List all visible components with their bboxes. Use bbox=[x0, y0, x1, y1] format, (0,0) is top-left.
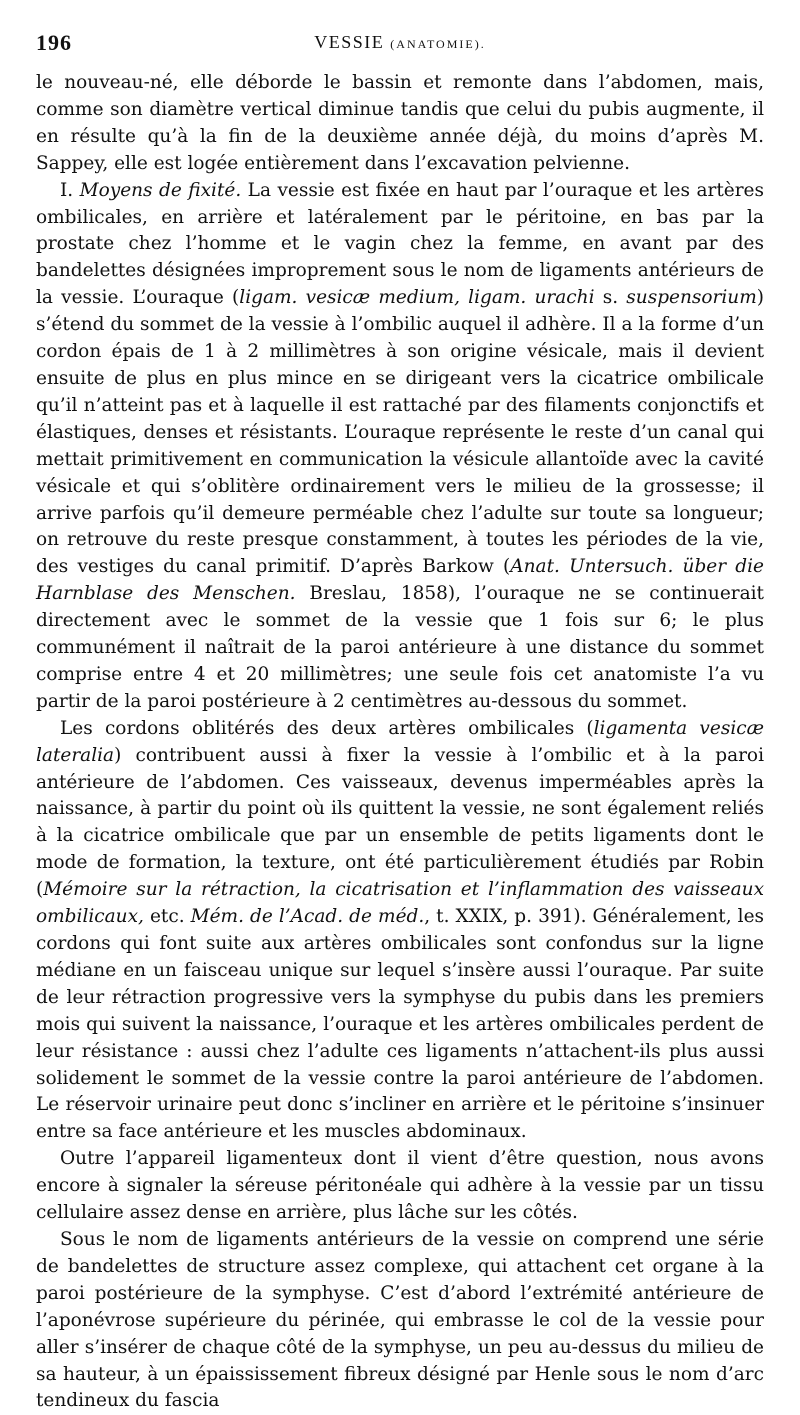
section-heading: Moyens de fixité. bbox=[79, 179, 242, 201]
running-title bbox=[36, 32, 764, 53]
page-number: 196 bbox=[36, 30, 72, 55]
running-title-main: VESSIE bbox=[314, 32, 385, 52]
paragraph-2-italic-3: Anat. Untersuch. über die Harnblase des Menschen. bbox=[36, 556, 764, 605]
paragraph-2-text-4: Breslau, 1858), l’ouraque ne se continuerait directement avec le sommet de la vessie que 1 fois sur 6; le plus communément il naîtrait de la paroi antérieure à une distance du sommet comprise entre 4 et 20 millimètres; une seule fois cet anatomiste l’a vu partir de la paroi postérieure à 2 centimètres au-dessous du sommet. bbox=[36, 583, 764, 712]
paragraph-2-text-1: La vessie est fixée en haut par l’ouraque et les artères ombilicales, en arrière et latéralement par le péritoine, en bas par la prostate chez l’homme et le vagin chez la femme, en avant par des bandelettes désignées improprement sous le nom de ligaments antérieurs de la vessie. L’ouraque ( bbox=[36, 179, 764, 309]
section-number: I. bbox=[60, 179, 80, 201]
paragraph-4: Outre l’appareil ligamenteux dont il vient d’être question, nous avons encore à signaler la séreuse péritonéale qui adhère à la vessie par un tissu cellulaire assez dense en arrière, plus lâche sur les côtés. bbox=[36, 1148, 764, 1224]
paragraph-2-italic-1: ligam. vesicæ medium, ligam. urachi bbox=[239, 287, 595, 309]
running-head bbox=[36, 30, 764, 70]
paragraph-2 bbox=[36, 178, 764, 716]
paragraph-3-italic-2: Mémoire sur la rétraction, la cicatrisation et l’inflammation des vaisseaux ombilicaux, bbox=[36, 879, 764, 928]
paragraph-3-text-4: , t. XXIX, p. 391). Généralement, les cordons qui font suite aux artères ombilicales sont confondus sur la ligne médiane en un faisceau unique sur lequel s’insère aussi l’ouraque. Par suite de leur rétraction progressive vers la symphyse du pubis dans les premiers mois qui suivent la naissance, l’ouraque et les artères ombilicales perdent de leur résistance : aussi chez l’adulte ces ligaments n’attachent-ils plus aussi solidement le sommet de la vessie contre la paroi antérieure de l’abdomen. Le réservoir urinaire peut donc s’incliner en arrière et le péritoine s’insinuer entre sa face antérieure et les muscles abdominaux. bbox=[36, 906, 765, 1143]
paragraph-3-italic-3: Mém. de l’Acad. de méd. bbox=[190, 906, 425, 928]
paragraph-1: le nouveau-né, elle déborde le bassin et remonte dans l’abdomen, mais, comme son diamètre vertical diminue tandis que celui du pubis augmente, il en résulte qu’à la fin de la deuxième année déjà, du moins d’après M. Sappey, elle est logée entièrement dans l’excavation pelvienne. bbox=[36, 72, 764, 174]
running-title-sub: (ANATOMIE). bbox=[390, 37, 486, 51]
paragraph-3-text-3: etc. bbox=[143, 906, 191, 928]
paragraph-2-text-3: ) s’étend du sommet de la vessie à l’ombilic auquel il adhère. Il a la forme d’un cordon épais de 1 à 2 millimètres à son origine vésicale, mais il devient ensuite de plus en plus mince en se dirigeant vers la cicatrice ombilicale qu’il n’atteint pas et à laquelle il est rattaché par des filaments conjonctifs et élastiques, denses et résistants. L’ouraque représente le reste d’un canal qui mettait primitivement en communication la vésicule allantoïde avec la cavité vésicale et qui s’oblitère ordinairement vers le milieu de la grossesse; il arrive parfois qu’il demeure perméable chez l’adulte sur toute sa longueur; on retrouve du reste presque constamment, à toutes les périodes de la vie, des vestiges du canal primitif. D’après Barkow ( bbox=[36, 287, 764, 578]
paragraph-3-italic-1: ligamenta vesicæ lateralia bbox=[36, 717, 764, 766]
paragraph-5: Sous le nom de ligaments antérieurs de la vessie on comprend une série de bandelettes de structure assez complexe, qui attachent cet organe à la paroi postérieure de la symphyse. C’est d’abord l’extrémité antérieure de l’aponévrose supérieure du périnée, qui embrasse le col de la vessie pour aller s’insérer de chaque côté de la symphyse, un peu au-dessus du milieu de sa hauteur, à un épaississement fibreux désigné par Henle sous le nom d’arc tendineux du fascia bbox=[36, 1228, 764, 1412]
paragraph-2-italic-2: suspensorium bbox=[626, 287, 757, 309]
body-text bbox=[36, 70, 764, 1415]
paragraph-3-text-1: Les cordons oblitérés des deux artères ombilicales ( bbox=[60, 717, 594, 739]
paragraph-2-text-2: s. bbox=[594, 287, 627, 309]
paragraph-3 bbox=[36, 716, 764, 1147]
paragraph-3-text-2: ) contribuent aussi à fixer la vessie à l’ombilic et à la paroi antérieure de l’abdomen. Ces vaisseaux, devenus imperméables après la naissance, à partir du point où ils quittent la vessie, ne sont également reliés à la cicatrice ombilicale que par un ensemble de petits ligaments dont le mode de formation, la texture, ont été particulièrement étudiés par Robin ( bbox=[36, 744, 764, 901]
